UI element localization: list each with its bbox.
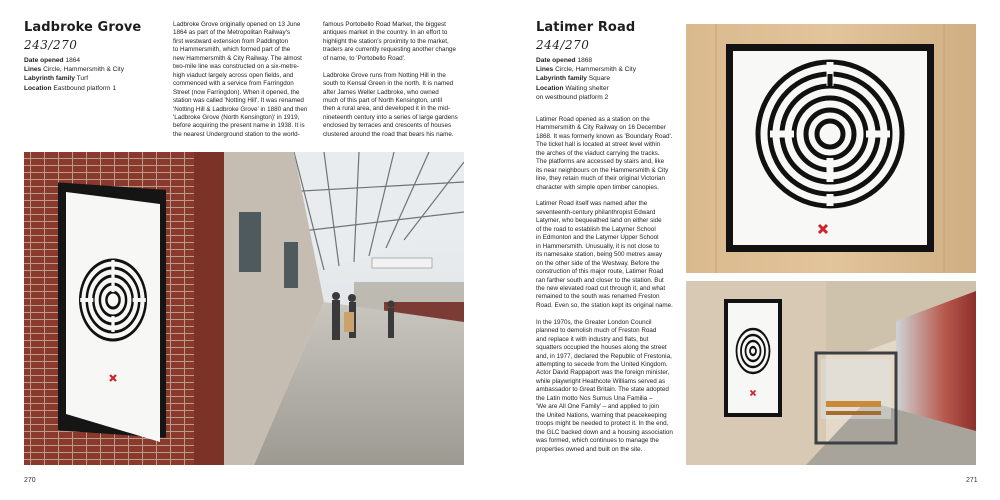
text-line: its near neighbours on the Hammersmith & City <box>536 166 669 174</box>
fact-row <box>24 74 124 83</box>
text-line: traders are currently requesting another change <box>323 46 457 54</box>
text-column-1 <box>173 21 315 148</box>
text-line: troops might be needed to protect it. In the end, <box>536 420 669 428</box>
text-column-2 <box>323 21 473 148</box>
text-line: station was called 'Notting Hill'. It was renamed <box>173 97 304 105</box>
text-line: in Hammersmith. Unusually, it is not close to <box>536 242 660 250</box>
fact-key: Date opened <box>24 57 64 64</box>
fact-value: Square <box>586 75 611 83</box>
text-line: the United Nations, warning that peacekeeping <box>536 411 667 419</box>
text-line: attempting to secede from the United Kingdom. <box>536 361 668 369</box>
fact-row <box>536 56 636 65</box>
text-line: was formed, which continues to manage the <box>536 437 659 445</box>
text-line: new Hammersmith & City Railway. The almost <box>173 54 302 62</box>
text-line: remained to the south was renamed Freston <box>536 293 660 301</box>
text-line: the Latin motto Nos Sumus Una Familia – <box>536 394 653 402</box>
text-line: ambassador to Great Britain. The state adopted <box>536 386 669 394</box>
text-line: 'Ladbroke Grove (North Kensington)' in 1919, <box>173 113 300 121</box>
fact-row <box>24 65 124 74</box>
text-line: The platforms are accessed by stairs and, like <box>536 158 665 166</box>
text-line: Latymer, who bequeathed land on either side <box>536 217 662 225</box>
text-line: after James Weller Ladbroke, who owned <box>323 88 439 96</box>
text-line: of name, to 'Portobello Road'. <box>323 54 406 62</box>
fact-key: Labyrinth family <box>24 75 75 83</box>
fact-key: Lines <box>536 66 554 74</box>
paragraph <box>323 21 473 63</box>
fact-value: Circle, Hammersmith & City <box>41 66 125 74</box>
fact-key: Date opened <box>536 57 576 64</box>
fact-value: on westbound platform 2 <box>536 93 609 101</box>
paragraph <box>536 319 678 454</box>
text-line: nineteenth century into a series of large gardens <box>323 113 458 121</box>
station-facts <box>24 56 124 93</box>
text-line: famous Portobello Road Market, the biggest <box>323 21 446 28</box>
text-line: highlight the station's proximity to the market, <box>323 37 449 45</box>
fact-row <box>536 84 636 93</box>
text-line: and, in 1977, declared the Republic of Frestonia, <box>536 352 672 360</box>
text-line: construction of this major route, Latimer Road <box>536 268 664 276</box>
text-line: Latimer Road itself was named after the <box>536 200 648 208</box>
fact-value: Eastbound platform 1 <box>51 84 116 92</box>
text-line: seventeenth-century philanthropist Edward <box>536 208 656 216</box>
fact-value: 1864 <box>63 57 81 64</box>
text-line: antiques market in the country. In an effort to <box>323 29 448 37</box>
station-title: Ladbroke Grove <box>24 20 142 35</box>
text-line: line, they retain much of their original Victorian <box>536 175 666 183</box>
text-line: Ladbroke Grove runs from Notting Hill in the <box>323 71 446 79</box>
station-title: Latimer Road <box>536 20 636 35</box>
text-line: properties owned and built on the site. <box>536 445 643 453</box>
fact-key: Location <box>24 84 52 92</box>
text-line: character with simple open timber canopies. <box>536 183 659 191</box>
fact-key: Lines <box>24 66 42 74</box>
text-line: ran farther south and closer to the station. But <box>536 276 664 284</box>
text-line: high viaduct largely across open fields, and <box>173 71 294 79</box>
text-line: two-mile line was constructed on a six-metre- <box>173 63 299 71</box>
text-line: Ladbroke Grove originally opened on 13 June <box>173 21 301 28</box>
text-line: clustered around the road that bears his name. <box>323 130 454 138</box>
fact-key: Labyrinth family <box>536 75 587 83</box>
fact-row <box>536 65 636 74</box>
text-line: The ticket hall is located at street level within <box>536 141 661 149</box>
text-line: to Hammersmith, which formed part of the <box>173 46 291 54</box>
text-line: Street (now Farringdon). When it opened, the <box>173 88 300 96</box>
fact-row <box>536 93 636 102</box>
text-line: the new elevated road cut through it, and what <box>536 285 666 292</box>
text-line: 'We are All One Family' – and applied to join <box>536 403 660 411</box>
text-line: in Edmonton and the Latymer Upper School <box>536 234 659 242</box>
text-line: while playwright Heathcote Williams served as <box>536 377 666 385</box>
text-line: 'Notting Hill & Ladbroke Grove' in 1880 and then <box>173 105 308 113</box>
page-number: 271 <box>966 477 978 484</box>
ladbroke-grove-platform-photo <box>24 152 464 465</box>
paragraph <box>536 200 678 310</box>
text-line: and replace it with industry and flats, but <box>536 335 649 343</box>
artwork-number: 243/270 <box>24 38 78 52</box>
fact-value: Turf <box>74 75 89 83</box>
text-line: of the road to establish the Latymer School <box>536 225 656 233</box>
text-line: Road. Even so, the station kept its original name. <box>536 301 673 309</box>
text-line: its namesake station, being 500 metres away <box>536 251 663 259</box>
station-facts <box>536 56 636 102</box>
fact-value: Circle, Hammersmith & City <box>553 66 637 74</box>
paragraph <box>323 72 473 140</box>
text-line: the arches of the viaduct carrying the tracks. <box>536 149 660 157</box>
text-line: first westward extension from Paddington <box>173 37 289 45</box>
text-line: then a rural area, and developed it in the mid- <box>323 105 451 113</box>
fact-row <box>536 74 636 83</box>
text-line: planned to demolish much of Freston Road <box>536 327 657 335</box>
text-column-right <box>536 116 678 462</box>
paragraph <box>173 21 315 139</box>
text-line: the GLC backed down and a housing association <box>536 428 673 436</box>
text-line: south to Kensal Green in the north. It is named <box>323 80 454 88</box>
fact-value: 1868 <box>575 57 593 64</box>
text-line: on the other side of the Westway. Before the <box>536 259 660 267</box>
paragraph <box>536 116 678 192</box>
fact-value: Waiting shelter <box>563 84 609 92</box>
text-line: squatters occupied the houses along the street <box>536 344 667 352</box>
text-line: commenced with a service from Farringdon <box>173 80 294 88</box>
text-line: before acquiring the present name in 1938. It is <box>173 122 305 130</box>
fact-row <box>24 56 124 65</box>
fact-key: Location <box>536 84 564 92</box>
text-line: much of this part of North Kensington, until <box>323 97 443 105</box>
fact-row <box>24 84 124 93</box>
text-line: Latimer Road opened as a station on the <box>536 116 650 123</box>
latimer-road-shelter-photo <box>686 281 976 465</box>
text-line: Actor David Rappaport was the foreign minister, <box>536 369 670 377</box>
text-line: 1864 as part of the Metropolitan Railway's <box>173 29 291 37</box>
text-line: 1868. It was formerly known as 'Boundary Road'. <box>536 132 673 140</box>
artwork-number: 244/270 <box>536 38 590 52</box>
text-line: the nearest Underground station to the world- <box>173 130 300 138</box>
text-line: In the 1970s, the Greater London Council <box>536 318 652 326</box>
right-page <box>500 0 1000 500</box>
page-number: 270 <box>24 477 36 484</box>
text-line: enclosed by terraces and crescents of houses <box>323 122 452 130</box>
latimer-road-poster-photo <box>686 24 976 273</box>
text-line: Hammersmith & City Railway on 16 December <box>536 124 666 132</box>
